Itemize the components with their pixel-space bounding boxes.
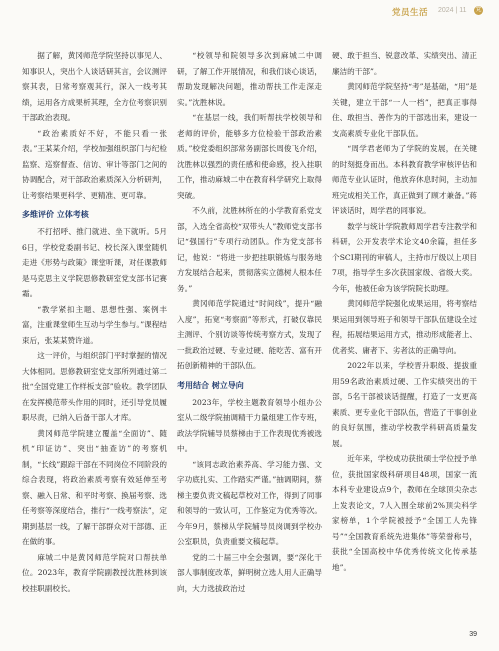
paragraph: 2022年以来，学校晋升职级、提拔重用59名政治素质过硬、工作实绩突出的干部，5名干部被谈话提醒，打造了一支更高素质、更专业化干部队伍，营造了干事创业的良好氛围，推动学校教学科研高质量发展。 [332, 361, 477, 448]
paragraph: 黄冈师范学院建立覆盖“全面访”、随机“印证访”、突出“抽查访”的考察机制，“长线”跟踪干部在不同岗位不同阶段的综合表现，将政治素质考察有效延伸至考察、融入日常、和平时考察、换届考察、选任考察等深度结合，推行“一线考察法”，定期到基层一线，了解干部群众对干部德、正在做的事。 [22, 428, 167, 546]
column-1 [22, 48, 167, 618]
paragraph: “周学君老师为了学院的发展，在关键的时刻挺身而出。本科教育教学审核评估和师范专业认证时，他放弃休息时间，主动加班完成相关工作，真正做到了顾才兼备。”蒋评谈话时，周学君的同事说。 [332, 144, 477, 215]
paragraph: 2023年，学校主题教育领导小组办公室从二级学院抽调精干力量组建工作专班，政法学院辅导员蔡梯由于工作表现优秀被选中。 [177, 397, 322, 453]
paragraph: “教学紧扣主题、思想性强、案例丰富，注重课堂师生互动与学生参与。”课程结束后，张某某赞许道。 [22, 304, 167, 345]
issue-label: 2024 | 11 [438, 7, 467, 14]
column-2 [177, 48, 322, 618]
column-3 [332, 48, 477, 618]
paragraph: 黄冈师范学院坚持“考”是基础，“用”是关键，建立干部“一人一档”，把真正事得住、敢担当、善作为的干部选出来，建设一支高素质专业化干部队伍。 [332, 82, 477, 138]
party-emblem-icon: 党 [475, 7, 482, 13]
paragraph: 不久前，沈胜林所在的小学教育系党支部，入选全省高校“双带头人”教师党支部书记“强国行”专项行动团队。作为党支部书记，他说：“将进一步把挂职锻炼与服务地方发展结合起来，贯彻落实立德树人根本任务。” [177, 206, 322, 293]
paragraph: 黄冈师范学院通过“时间线”，提升“融入度”，拓宽“考察面”等形式，打破仅靠民主测评、个别访谈等传统考察方式，发现了一批政治过硬、专业过硬、能吃苦、富有开拓创新精神的干部队伍。 [177, 299, 322, 370]
paragraph: 近年来，学校成功获批硕士学位授予单位，获批国家级科研项目48项，国家一流本科专业建设点9个，教师在全球顶尖杂志上发表论文，7人入围全球前2%顶尖科学家榜单，1个学院被授予“全国工人先锋号”“全国教育系统先进集体”等荣誉称号，获批“全国高校中华优秀传统文化传承基地”。 [332, 454, 477, 572]
paragraph: 数学与统计学院教师周学君专注教学和科研，公开发表学术论文40余篇，担任多个SCI期刊的审稿人，主持市厅级以上项目7项，指导学生多次获国家级、省级大奖。今年，他被任命为该学院院长助理。 [332, 221, 477, 293]
paragraph: 麻城二中是黄冈师范学院对口帮扶单位。2023年，教育学院副教授沈胜林到该校挂职副校长。 [22, 552, 167, 593]
paragraph: 不打招呼、推门就进、坐下就听。5月6日，学校党委副书记、校长深入课堂随机走进《形势与政策》课堂听课，对任课教师是马克思主义学院思修教研室党支部书记赛霜。 [22, 227, 167, 298]
paragraph: 黄冈师范学院强化成果运用，将考察结果运用到领导班子和领导干部队伍建设全过程，拓展结果运用方式，推动形成能者上、优者奖、庸者下、劣者汰的正确导向。 [332, 299, 477, 355]
paragraph: 硬、敢于担当、锐意改革、实绩突出、清正廉洁的干部”。 [332, 51, 477, 76]
paragraph: “政治素质好不好，不能只看一张表。”王某某介绍，学校加强组织部门与纪检监察、巡察督查、信访、审计等部门之间的协调配合，对干部政治素质深入分析研判，让考察结果更科学、更精准、更可靠。 [22, 128, 167, 200]
paragraph: “校领导和院领导多次到麻城二中调研，了解工作开展情况，和我们谈心谈话，帮助发现解决问题，推动帮扶工作走深走实。”沈胜林说。 [177, 51, 322, 107]
magazine-title: 党员生活 [392, 8, 429, 18]
article-body [22, 48, 477, 618]
paragraph: 这一评价，与组织部门平时掌握的情况大体相同。思修教研室党支部所列通过第二批“全国党建工作样板支部”验收。教学团队在发挥模范带头作用的同时，还引导党员履职尽责，已纳入后备干部人才库。 [22, 351, 167, 422]
paragraph: 党的二十届三中全会强调，要“深化干部人事制度改革，鲜明树立选人用人正确导向，大力选拔政治过 [177, 552, 322, 593]
paragraph: “该同志政治素养高、学习能力强、文字功底扎实、工作踏实严谨。”抽调期间，蔡梯主要负责文稿起草校对工作，得到了同事和领导的一致认可，工作鉴定为优秀等次。今年9月，蔡梯从学院辅导员岗调到学校办公室职员，负责重要文稿起草。 [177, 459, 322, 546]
paragraph: 据了解，黄冈师范学院坚持以事见人、知事识人，突出个人谈话研其言，会议测评察其表，日常考察观其行，深入一线考其绩，运用各方成果析其理，全方位考察识别干部政治表现。 [22, 51, 167, 122]
page-header [0, 0, 499, 24]
section-heading: 考用结合 树立导向 [177, 380, 244, 390]
section-heading: 多维评价 立体考核 [22, 210, 89, 219]
page-number: 39 [469, 631, 477, 638]
paragraph: “在基层一线，我们听帮扶学校领导和老师的评价，能够多方位检验干部政治素质。”校党委组织部常务副部长周俊飞介绍，沈胜林以强烈的责任感和使命感，投入挂职工作，推动麻城二中在教育科学研究上取得突破。 [177, 113, 322, 200]
